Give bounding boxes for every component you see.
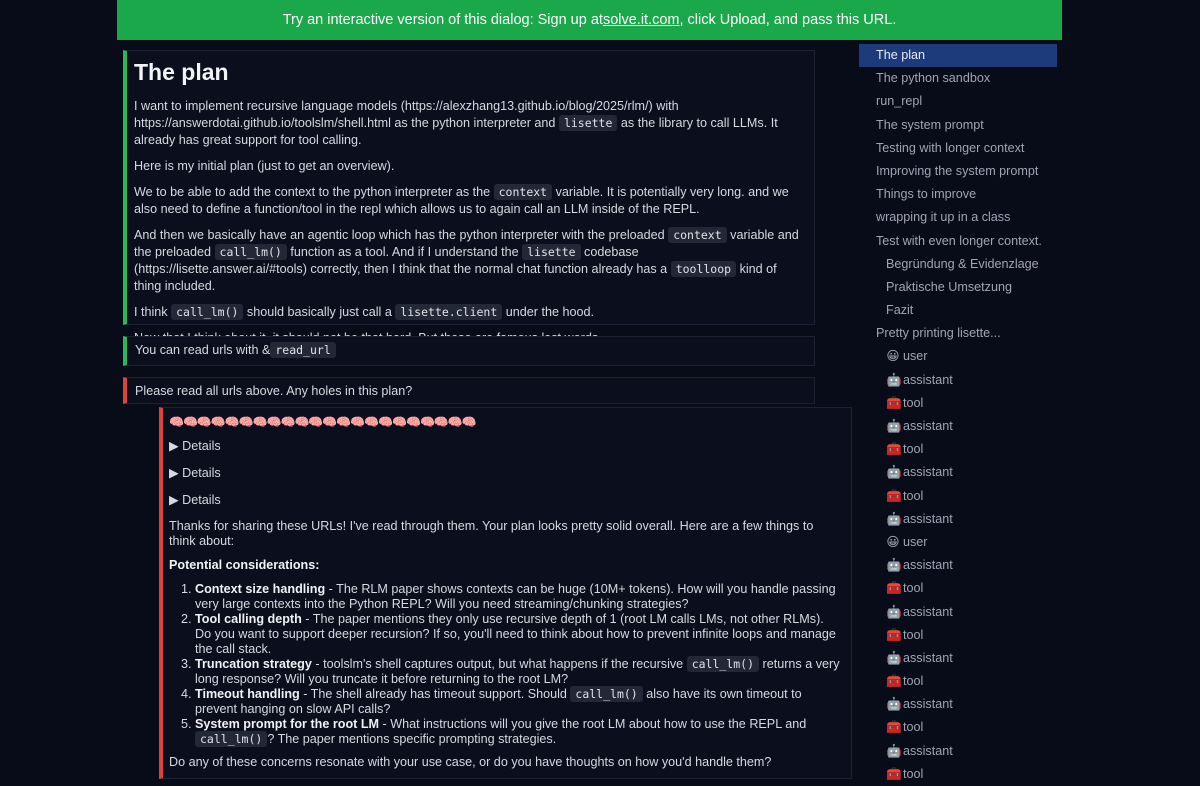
toc-item-label: tool	[903, 720, 924, 735]
toc-item-label: The python sandbox	[876, 71, 991, 86]
toc-item-things-to-improve[interactable]	[859, 183, 1057, 206]
list-item: 4. Timeout handling - The shell already has timeout support. Should call_lm() also have its own timeout to prevent hanging on slow API calls?	[195, 687, 843, 717]
toc-item-assistant[interactable]	[859, 461, 1057, 484]
toc-item-user[interactable]	[859, 345, 1057, 368]
toolbox-icon: 🧰	[886, 674, 902, 689]
toc-item-label: assistant	[903, 419, 953, 433]
user-icon: 😀	[886, 534, 900, 549]
toolbox-icon: 🧰	[886, 581, 902, 596]
inline-code: toolloop	[671, 261, 736, 277]
plan-paragraph-3: We to be able to add the context to the python interpreter as the context variable. It is potentially very long. and we also need to define a function/tool in the repl which allows us to again call an LLM inside of the REPL.	[134, 185, 789, 216]
toc-item-assistant[interactable]	[859, 369, 1057, 392]
toc-item-label: Test with even longer context.	[876, 233, 1042, 248]
toc-item-tool[interactable]	[859, 438, 1057, 461]
details-toggle[interactable]: ▶ Details	[169, 466, 221, 480]
prompt-text: Please read all urls above. Any holes in this plan?	[135, 384, 413, 398]
toc-item-label: Pretty printing lisette...	[876, 326, 1001, 341]
toc-item-run-repl[interactable]	[859, 90, 1057, 113]
toc-item-tool[interactable]	[859, 392, 1057, 415]
toc-item-user[interactable]	[859, 531, 1057, 554]
toc-item-label: assistant	[903, 558, 953, 573]
toc-item-label: Begründung & Evidenzlage	[886, 256, 1039, 271]
toc-item-label: Improving the system prompt	[876, 163, 1039, 178]
signup-link[interactable]: solve.it.com	[602, 12, 680, 28]
toc-item-improving-the-system-prompt[interactable]	[859, 160, 1057, 183]
toc-item-assistant[interactable]	[859, 647, 1057, 670]
toc-item-label: tool	[903, 395, 924, 410]
thinking-indicator: 🧠🧠🧠🧠🧠🧠🧠🧠🧠🧠🧠🧠🧠🧠🧠🧠🧠🧠🧠🧠🧠🧠	[169, 415, 476, 429]
toc-item-fazit[interactable]	[859, 299, 1057, 322]
note-message-plan[interactable]	[123, 50, 815, 325]
list-item: 2. Tool calling depth - The paper mentions they only use recursive depth of 1 (root LM calls LMs, not other RLMs). Do you want to support deeper recursion? If so, you'll need to think about how to prevent infinite loops and manage the call stack.	[195, 612, 843, 657]
toc-item-label: Things to improve	[876, 187, 977, 202]
toolbox-icon: 🧰	[886, 395, 902, 410]
banner-text-after: , click Upload, and pass this URL.	[679, 12, 897, 28]
inline-code: lisette	[559, 115, 617, 131]
toc-item-label: tool	[903, 442, 924, 457]
toc-item-assistant[interactable]	[859, 693, 1057, 716]
robot-icon: 🤖	[886, 650, 902, 665]
toc-item-label: assistant	[903, 650, 953, 665]
toolbox-icon: 🧰	[886, 766, 902, 781]
toc-item-label: tool	[903, 488, 924, 503]
details-toggle[interactable]: ▶ Details	[169, 439, 221, 453]
inline-code: call_lm()	[195, 731, 267, 747]
inline-code: lisette	[522, 244, 580, 260]
note-message-read-url[interactable]	[123, 336, 815, 366]
robot-icon: 🤖	[886, 419, 902, 433]
robot-icon: 🤖	[886, 743, 902, 758]
plan-paragraph-5: I think call_lm() should basically just call a lisette.client under the hood.	[134, 305, 594, 319]
toc-item-label: tool	[903, 627, 924, 642]
plan-title: The plan	[134, 59, 229, 85]
toc-item-testing-with-longer-context[interactable]	[859, 137, 1057, 160]
toc-item-label: assistant	[903, 511, 953, 526]
toc-item-assistant[interactable]	[859, 601, 1057, 624]
toc-item-tool[interactable]	[859, 577, 1057, 600]
robot-icon: 🤖	[886, 465, 902, 480]
toc-item-tool[interactable]	[859, 716, 1057, 739]
inline-code: call_lm()	[570, 686, 642, 702]
toc-item-tool[interactable]	[859, 624, 1057, 647]
robot-icon: 🤖	[886, 511, 902, 526]
toc-item-label: Fazit	[886, 303, 914, 318]
toc-item-label: Praktische Umsetzung	[886, 279, 1012, 294]
reply-heading: Potential considerations:	[169, 558, 320, 572]
toc-item-label: tool	[903, 581, 924, 596]
toc-item-label: wrapping it up in a class	[876, 210, 1011, 225]
reply-intro: Thanks for sharing these URLs! I've read through them. Your plan looks pretty solid overall. Here are a few things to think about:	[169, 519, 814, 548]
toc-item-tool[interactable]	[859, 670, 1057, 693]
toc-item-pretty-printing-lisette[interactable]	[859, 322, 1057, 345]
details-toggle[interactable]: ▶ Details	[169, 493, 221, 507]
toc-item-label: Testing with longer context	[876, 140, 1025, 155]
inline-code: read_url	[270, 342, 335, 358]
toc-item-label: tool	[903, 766, 924, 781]
toc-item-label: tool	[903, 674, 924, 689]
toolbox-icon: 🧰	[886, 720, 902, 735]
inline-code: context	[494, 184, 552, 200]
toc-item-label: The system prompt	[876, 117, 984, 132]
toc-item-tool[interactable]	[859, 485, 1057, 508]
banner-text-before: Try an interactive version of this dialog: Sign up at	[282, 12, 603, 28]
read-url-text: You can read urls with &	[135, 343, 271, 357]
toc-item-the-python-sandbox[interactable]	[859, 67, 1057, 90]
user-icon: 😀	[886, 349, 900, 364]
reply-outro: Do any of these concerns resonate with your use case, or do you have thoughts on how you'd handle them?	[169, 755, 772, 769]
toc-item-label: assistant	[903, 604, 953, 619]
plan-paragraph-1: I want to implement recursive language models (https://alexzhang13.github.io/blog/2025/rlm/) with https://answerdotai.github.io/toolslm/shell.html as the python interpreter and lisette as the library to call LLMs. It already has great support for tool calling.	[134, 99, 778, 147]
toc-item-label: The plan	[876, 48, 926, 62]
toc-item-label: assistant	[903, 465, 953, 480]
plan-paragraph-4: And then we basically have an agentic loop which has the python interpreter with the preloaded context variable and the preloaded call_lm() function as a tool. And if I understand the lisette codebase (https://lisette.answer.ai/#tools) correctly, then I think that the normal chat function already has a toolloop kind of thing included.	[134, 228, 799, 293]
assistant-reply	[159, 407, 852, 779]
list-item: 3. Truncation strategy - toolslm's shell captures output, but what happens if the recursive call_lm() returns a very long response? Will you truncate it before returning to the root LM?	[195, 657, 843, 687]
toc-item-begr-ndung-evidenzlage[interactable]	[859, 253, 1057, 276]
robot-icon: 🤖	[886, 604, 902, 619]
robot-icon: 🤖	[886, 558, 902, 573]
inline-code: call_lm()	[687, 656, 759, 672]
robot-icon: 🤖	[886, 372, 902, 387]
inline-code: lisette.client	[395, 304, 502, 320]
toc-item-label: assistant	[903, 697, 953, 712]
table-of-contents	[859, 44, 1057, 786]
considerations-list	[169, 582, 843, 747]
toc-item-assistant[interactable]	[859, 740, 1057, 763]
list-item: 1. Context size handling - The RLM paper shows contexts can be huge (10M+ tokens). How will you handle passing very large contexts into the Python REPL? Will you need streaming/chunking strategies?	[195, 582, 843, 612]
toolbox-icon: 🧰	[886, 488, 902, 503]
inline-code: call_lm()	[171, 304, 243, 320]
toolbox-icon: 🧰	[886, 442, 902, 457]
toc-item-assistant[interactable]	[859, 554, 1057, 577]
signup-banner	[117, 0, 1062, 40]
toc-item-praktische-umsetzung[interactable]	[859, 276, 1057, 299]
robot-icon: 🤖	[886, 697, 902, 712]
list-item: 5. System prompt for the root LM - What instructions will you give the root LM about how to use the REPL and call_lm() ? The paper mentions specific prompting strategies.	[195, 717, 843, 747]
toc-item-label: assistant	[903, 743, 953, 758]
toc-item-tool[interactable]	[859, 763, 1057, 786]
inline-code: call_lm()	[215, 244, 287, 260]
toc-item-wrapping-it-up-in-a-class[interactable]	[859, 206, 1057, 229]
toc-item-label: assistant	[903, 372, 953, 387]
toc-item-the-plan[interactable]	[859, 44, 1057, 67]
toc-item-assistant[interactable]	[859, 508, 1057, 531]
prompt-message[interactable]	[123, 377, 815, 404]
toc-item-label: user	[903, 534, 928, 549]
toc-item-label: run_repl	[876, 94, 923, 109]
plan-paragraph-2: Here is my initial plan (just to get an overview).	[134, 159, 395, 173]
toc-item-the-system-prompt[interactable]	[859, 114, 1057, 137]
toc-item-assistant[interactable]	[859, 415, 1057, 438]
toc-item-test-with-even-longer-context[interactable]	[859, 230, 1057, 253]
toolbox-icon: 🧰	[886, 627, 902, 642]
toc-item-label: user	[903, 349, 928, 364]
inline-code: context	[668, 227, 726, 243]
